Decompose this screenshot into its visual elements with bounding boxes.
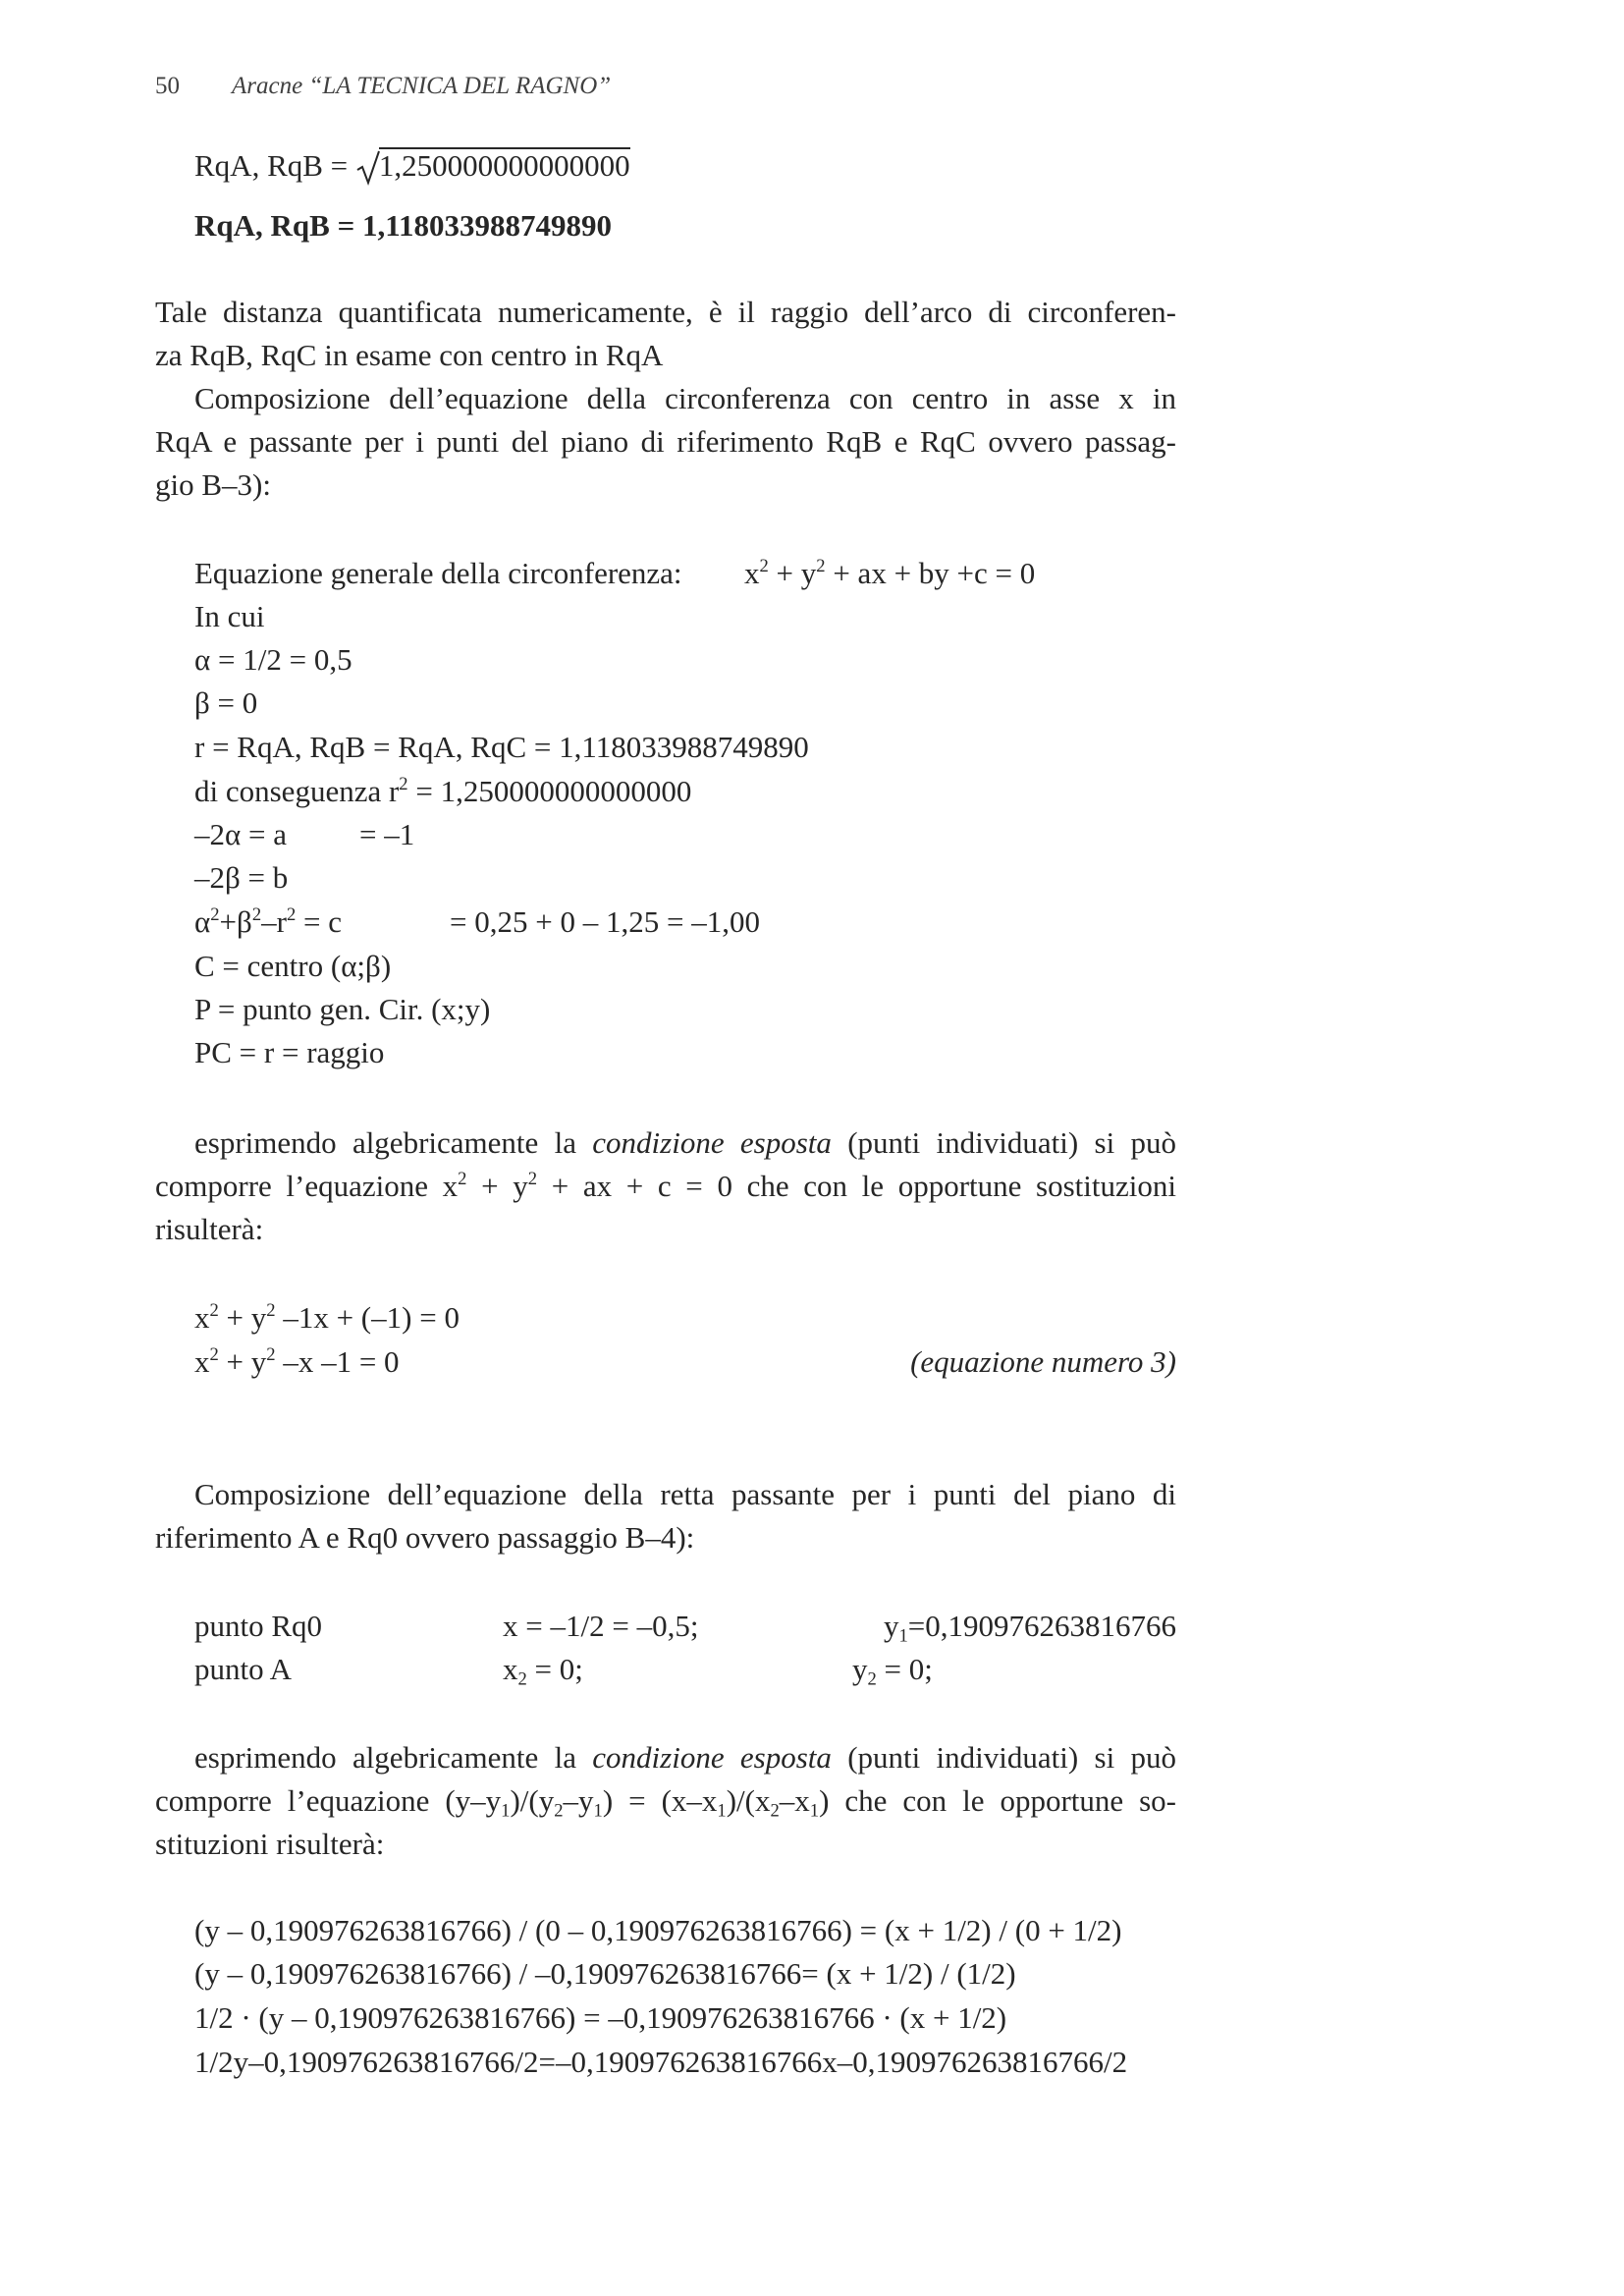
line-equation-step: 1/2 · (y – 0,190976263816766) = –0,190976263816766 · (x + 1/2) — [194, 2000, 1007, 2035]
point-a-label: punto A — [194, 1652, 293, 1686]
circle-equation-step: $x^2 + y^2$ –1x + (–1) = 0 — [194, 1299, 460, 1335]
b-coefficient: –2β = b — [194, 860, 289, 895]
distance-result: RqA, RqB = 1,118033988749890 — [194, 208, 613, 243]
alpha-definition: α = 1/2 = 0,5 — [194, 642, 352, 677]
paragraph-line: gio B–3): — [155, 467, 271, 502]
paragraph-line: Composizione dell’equazione della circonferenza con centro in asse x in — [194, 381, 1176, 415]
running-header — [155, 73, 611, 100]
running-title: Aracne “LA TECNICA DEL RAGNO” — [232, 73, 612, 99]
paragraph-line: risulterà: — [155, 1212, 264, 1246]
c-coefficient-value: = 0,25 + 0 – 1,25 = –1,00 — [450, 904, 760, 939]
equation-number-label: (equazione numero 3) — [910, 1344, 1176, 1379]
paragraph-line: Tale distanza quantificata numericamente, è il raggio dell’arco di circonferen- — [155, 295, 1176, 329]
paragraph-line: Composizione dell’equazione della retta passante per i punti del piano di — [194, 1477, 1176, 1511]
a-coefficient-value: = –1 — [359, 817, 415, 851]
circle-equation-final: $x^2 + y^2$ –x –1 = 0 — [194, 1343, 400, 1379]
radicand: 1,250000000000000 — [378, 148, 630, 183]
paragraph-line: esprimendo algebricamente la condizione esposta (punti individuati) si può — [194, 1125, 1176, 1160]
general-equation-label: Equazione generale della circonferenza: — [194, 556, 682, 590]
paragraph-line: stituzioni risulterà: — [155, 1827, 385, 1861]
c-coefficient-left: $\alpha^2+\beta^2-r^2 = c$ — [194, 903, 342, 939]
radius-pc-definition: PC = r = raggio — [194, 1035, 385, 1069]
point-rq0-label: punto Rq0 — [194, 1609, 323, 1643]
paragraph-line: comporre l’equazione $x^2 + y^2$ + ax + c = 0 che con le opportune sostituzioni — [155, 1168, 1176, 1203]
line-equation-step: 1/2y–0,190976263816766/2=–0,190976263816766x–0,190976263816766/2 — [194, 2045, 1128, 2079]
square-root — [355, 147, 630, 186]
page-number: 50 — [155, 73, 180, 99]
radical-sign-icon — [355, 150, 381, 186]
point-rq0-x: x = –1/2 = –0,5; — [503, 1609, 699, 1643]
sqrt-equation — [194, 147, 630, 186]
point-a-x: $x_2 = 0$; — [503, 1652, 583, 1690]
point-a-y: $y_2 = 0$; — [852, 1652, 933, 1690]
paragraph-line: RqA e passante per i punti del piano di riferimento RqB e RqC ovvero passag- — [155, 424, 1176, 459]
paragraph-line: za RqB, RqC in esame con centro in RqA — [155, 338, 664, 372]
line-equation-step: (y – 0,190976263816766) / –0,190976263816766= (x + 1/2) / (1/2) — [194, 1956, 1016, 1991]
point-rq0-y: $y_1=0,190976263816766$ — [883, 1609, 1176, 1647]
beta-definition: β = 0 — [194, 685, 258, 720]
radius-definition: r = RqA, RqB = RqA, RqC = 1,118033988749890 — [194, 730, 809, 764]
paragraph-line: esprimendo algebricamente la condizione esposta (punti individuati) si può — [194, 1740, 1176, 1775]
centre-definition: C = centro (α;β) — [194, 949, 392, 983]
general-equation: $x^2 + y^2$ + ax + by +c = 0 — [744, 555, 1036, 590]
a-coefficient-left: –2α = a — [194, 817, 287, 851]
paragraph-line: riferimento A e Rq0 ovvero passaggio B–4): — [155, 1520, 695, 1555]
radius-squared: di conseguenza $r^2 = 1,250000000000000$ — [194, 773, 692, 808]
paragraph-line: comporre l’equazione $(y-y_1)/(y_2-y_1) = (x-x_1)/(x_2-x_1)$ che con le opportune so- — [155, 1783, 1177, 1822]
line-equation-step: (y – 0,190976263816766) / (0 – 0,190976263816766) = (x + 1/2) / (0 + 1/2) — [194, 1913, 1122, 1947]
in-cui-label: In cui — [194, 599, 265, 633]
sqrt-equation-lhs: RqA, RqB = — [194, 148, 349, 183]
point-definition: P = punto gen. Cir. (x;y) — [194, 992, 491, 1026]
